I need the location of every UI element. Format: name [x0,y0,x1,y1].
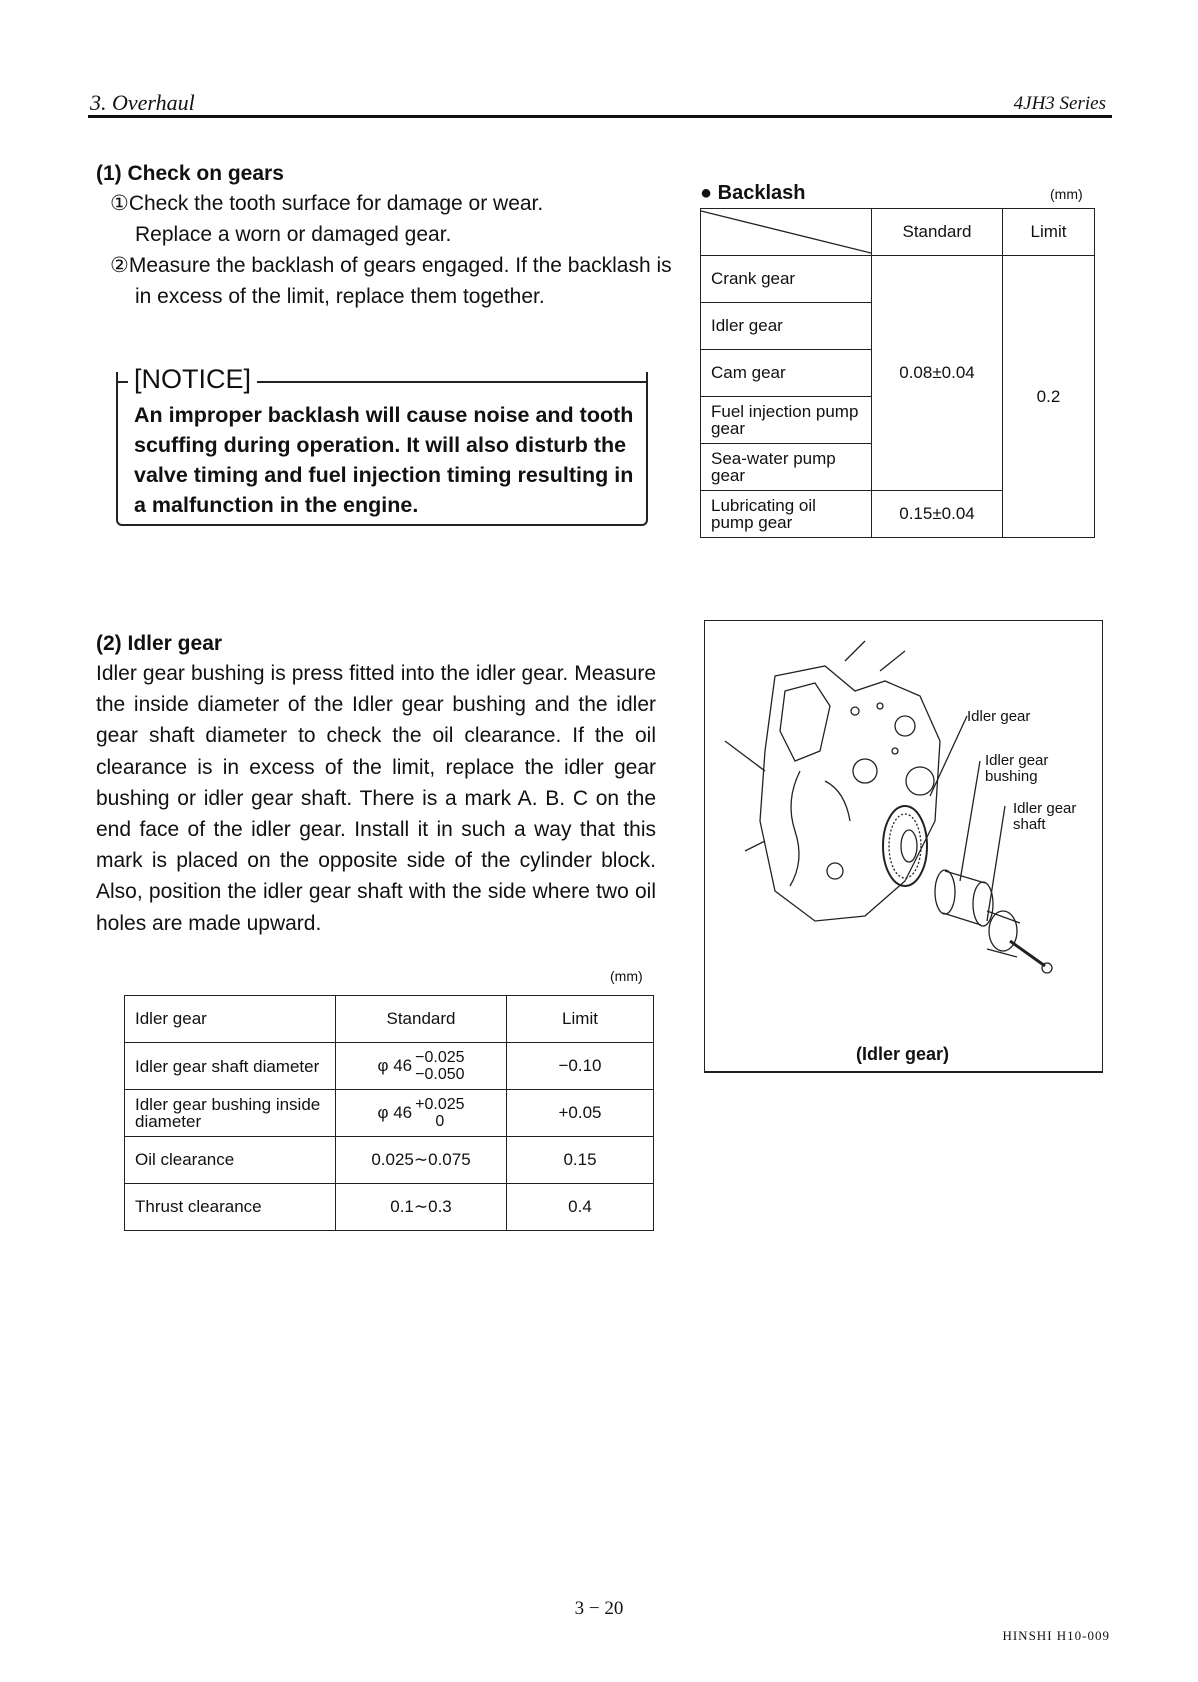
label-bushing-line2: bushing [985,768,1038,785]
column-header-limit: Limit [507,996,654,1043]
tolerance [377,1096,464,1130]
label-bushing-line1: Idler gear [985,752,1049,769]
column-header-limit: Limit [1003,209,1095,256]
table-row [125,1184,654,1231]
table-row [125,1137,654,1184]
section1-item1: ①Check the tooth surface for damage or wear. [110,192,544,215]
section1-heading: (1) Check on gears [96,162,284,185]
section1-item2: ②Measure the backlash of gears engaged. If the backlash is in excess of the limit, replace them together. [110,254,672,308]
idler-gear-table [124,995,654,1231]
row-label: Sea-water pump gear [701,444,872,491]
tolerance-base: φ 46 [377,1103,413,1122]
column-header-item: Idler gear [125,996,336,1043]
series-label: 4JH3 Series [1013,93,1106,114]
diagonal-line [701,209,871,255]
row-label: Fuel injection pump gear [701,397,872,444]
section1-item1-continued: Replace a worn or damaged gear. [135,223,452,246]
diagonal-header-cell [701,209,872,256]
standard-value: 0.15±0.04 [872,491,1003,538]
label-shaft-line2: shaft [1013,816,1046,833]
page-number: 3 − 20 [574,1598,624,1619]
notice-text: An improper backlash will cause noise and tooth scuffing during operation. It will also disturb the valve timing and fuel injection timing resulting in a malfunction in the engine. [134,403,634,517]
standard-value [336,1043,507,1090]
notice-title: [NOTICE] [128,364,257,395]
row-label: Idler gear [701,303,872,350]
tolerance-upper: +0.025 [415,1096,465,1113]
backlash-table [700,208,1095,538]
column-header-standard: Standard [872,209,1003,256]
backlash-unit: (mm) [1050,186,1083,202]
tolerance-stack [415,1096,464,1130]
limit-value: 0.4 [507,1184,654,1231]
header-rule [88,115,1112,118]
row-label: Idler gear bushing inside diameter [125,1090,336,1137]
standard-value: 0.025∼0.075 [336,1137,507,1184]
figure-frame [704,620,1103,1073]
column-header-standard: Standard [336,996,507,1043]
tolerance-upper: −0.025 [415,1049,465,1066]
standard-value [336,1090,507,1137]
idler-table-unit: (mm) [610,968,643,984]
table-row [125,1043,654,1090]
limit-value: 0.2 [1003,256,1095,538]
tolerance-lower: −0.050 [415,1066,465,1083]
section2-body: Idler gear bushing is press fitted into the idler gear. Measure the inside diameter of the Idler gear bushing and the idler gear shaft diameter to check the oil clearance. If the oil clearance is in excess of the limit, replace the idler gear bushing or idler gear shaft. There is a mark A. B. C on the end face of the idler gear. Install it in such a way that this mark is placed on the opposite side of the cylinder block. Also, position the idler gear shaft with the side where two oil holes are made upward. [96,662,656,935]
standard-value: 0.1∼0.3 [336,1184,507,1231]
table-row [125,996,654,1043]
tolerance [377,1049,464,1083]
row-label: Oil clearance [125,1137,336,1184]
limit-value: 0.15 [507,1137,654,1184]
section-header: 3. Overhaul [90,90,195,115]
row-label: Crank gear [701,256,872,303]
table-row [125,1090,654,1137]
document-code: HINSHI H10-009 [1002,1628,1110,1643]
table-row [701,209,1095,256]
tolerance-stack [415,1049,464,1083]
limit-value: −0.10 [507,1043,654,1090]
label-idler-gear: Idler gear [967,708,1031,725]
figure-caption: (Idler gear) [855,1044,950,1064]
table-row [701,256,1095,303]
row-label: Lubricating oil pump gear [701,491,872,538]
row-label: Idler gear shaft diameter [125,1043,336,1090]
section2-heading: (2) Idler gear [96,632,223,655]
row-label: Thrust clearance [125,1184,336,1231]
limit-value: +0.05 [507,1090,654,1137]
backlash-title: ● Backlash [700,182,806,204]
standard-value: 0.08±0.04 [872,256,1003,491]
row-label: Cam gear [701,350,872,397]
tolerance-base: φ 46 [377,1056,413,1075]
label-shaft-line1: Idler gear [1013,800,1077,817]
tolerance-lower: 0 [435,1113,445,1130]
